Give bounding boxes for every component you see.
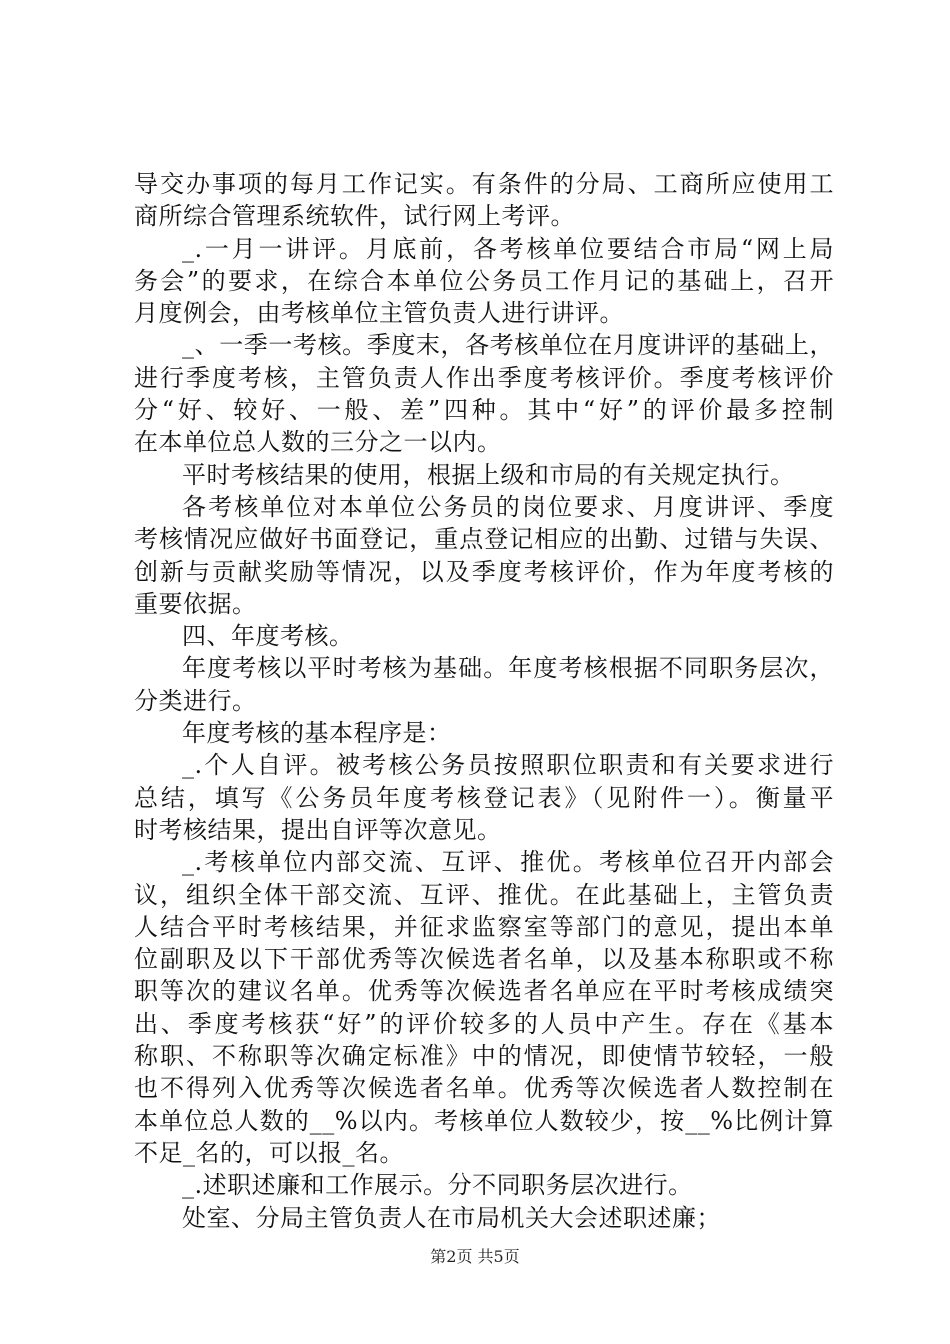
text-line: _、一季一考核。季度末，各考核单位在月度讲评的基础上， (182, 331, 834, 360)
text-line: 进行季度考核，主管负责人作出季度考核评价。季度考核评价 (134, 363, 834, 392)
text-line: 不足_名的，可以报_名。 (134, 1138, 404, 1167)
text-line: 月度例会，由考核单位主管负责人进行讲评。 (134, 299, 624, 328)
page-number-footer: 第2页 共5页 (430, 1247, 520, 1266)
text-line: _.一月一讲评。月底前，各考核单位要结合市局“网上局 (182, 234, 834, 263)
text-line: 称职、不称职等次确定标准》中的情况，即使情节较轻，一般 (134, 1042, 834, 1071)
text-line: 商所综合管理系统软件，试行网上考评。 (134, 202, 575, 231)
text-line: 考核情况应做好书面登记，重点登记相应的出勤、过错与失误、 (134, 525, 834, 554)
text-line: _.述职述廉和工作展示。分不同职务层次进行。 (182, 1171, 693, 1200)
text-line: 在本单位总人数的三分之一以内。 (134, 428, 502, 457)
text-line: 重要依据。 (134, 589, 257, 618)
text-line: _.个人自评。被考核公务员按照职位职责和有关要求进行 (182, 751, 834, 780)
section-heading: 四、年度考核。 (182, 622, 354, 651)
text-line: 务会”的要求，在综合本单位公务员工作月记的基础上，召开 (134, 266, 834, 295)
text-line: 总结，填写《公务员年度考核登记表》（见附件一）。衡量平 (134, 783, 834, 812)
text-line: 处室、分局主管负责人在市局机关大会述职述廉； (182, 1203, 721, 1232)
text-line: 分“好、较好、一般、差”四种。其中“好”的评价最多控制 (134, 396, 834, 425)
text-line: 出、季度考核获“好”的评价较多的人员中产生。存在《基本 (134, 1009, 834, 1038)
text-line: 创新与贡献奖励等情况，以及季度考核评价，作为年度考核的 (134, 557, 834, 586)
text-line: 位副职及以下干部优秀等次候选者名单，以及基本称职或不称 (134, 945, 834, 974)
text-line: 人结合平时考核结果，并征求监察室等部门的意见，提出本单 (134, 912, 834, 941)
text-line: 本单位总人数的__%以内。考核单位人数较少，按__%比例计算 (134, 1106, 834, 1135)
document-body (134, 168, 834, 1234)
text-line: 分类进行。 (134, 686, 257, 715)
text-line: 职等次的建议名单。优秀等次候选者名单应在平时考核成绩突 (134, 977, 834, 1006)
text-line: 导交办事项的每月工作记实。有条件的分局、工商所应使用工 (134, 170, 834, 198)
text-line: 各考核单位对本单位公务员的岗位要求、月度讲评、季度 (182, 492, 834, 521)
text-line: _.考核单位内部交流、互评、推优。考核单位召开内部会 (182, 848, 834, 877)
text-line: 年度考核的基本程序是： (182, 719, 452, 748)
text-line: 年度考核以平时考核为基础。年度考核根据不同职务层次， (182, 654, 834, 683)
text-line: 议，组织全体干部交流、互评、推优。在此基础上，主管负责 (134, 880, 834, 909)
text-line: 时考核结果，提出自评等次意见。 (134, 815, 502, 844)
text-line: 平时考核结果的使用，根据上级和市局的有关规定执行。 (182, 460, 795, 489)
text-line: 也不得列入优秀等次候选者名单。优秀等次候选者人数控制在 (134, 1074, 834, 1103)
